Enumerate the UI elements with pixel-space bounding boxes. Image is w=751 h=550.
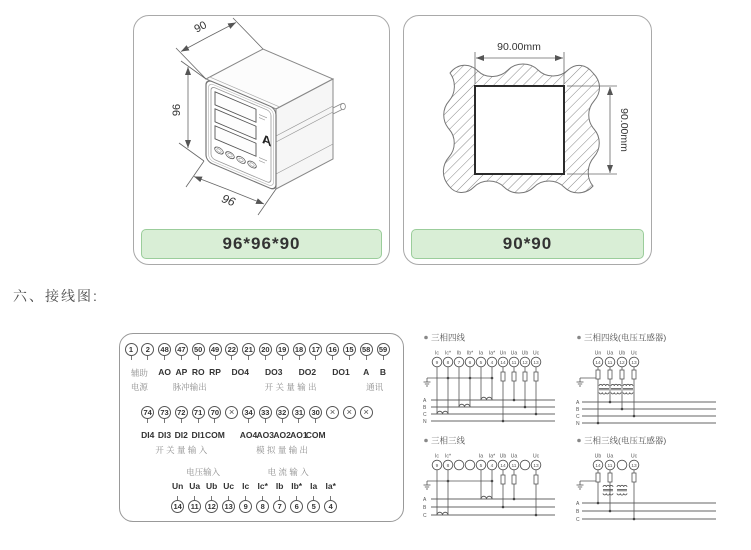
terminal-ref-label: Un xyxy=(594,350,602,357)
terminal-circle: 70 xyxy=(208,406,221,419)
terminal-leader-line xyxy=(332,356,333,360)
dim-height-label: 96 xyxy=(171,103,183,117)
fuse-icon xyxy=(534,475,538,484)
fuse-icon xyxy=(512,475,516,484)
fuse-icon xyxy=(534,372,538,381)
diagram-title: 三相四线 xyxy=(431,332,466,343)
terminal-unused-crossed: × xyxy=(225,406,238,419)
terminal-ref-label: Ua xyxy=(510,453,518,460)
ground-icon xyxy=(424,378,431,386)
terminal-ref-label: Uc xyxy=(532,453,540,460)
terminal-leader-line xyxy=(315,356,316,360)
terminal-leader-line xyxy=(215,356,216,360)
fuse-icon xyxy=(608,370,612,379)
terminal-label: AO xyxy=(158,367,171,377)
terminal-label: Ub xyxy=(206,481,218,491)
terminal-group-label: 通讯 xyxy=(366,382,384,392)
fuse-icon xyxy=(632,370,636,379)
junction-dot xyxy=(513,498,516,501)
diagram-title: 三相三线(电压互感器) xyxy=(584,435,667,446)
dim-width-label: 96 xyxy=(219,191,238,210)
terminal-circle: 4 xyxy=(324,500,337,513)
terminal-label: Ic xyxy=(242,481,250,491)
ground-icon xyxy=(577,481,584,489)
terminal-ref-label: Uc xyxy=(630,350,638,357)
terminal-group-label: 开 关 量 输 入 xyxy=(155,445,208,455)
terminal-ref-label: Ia* xyxy=(488,453,496,460)
terminal-ref-label: Un xyxy=(499,350,507,357)
terminal-leader-line xyxy=(177,496,178,500)
terminal-leader-line xyxy=(214,419,215,423)
terminal-circle: 8 xyxy=(256,500,269,513)
terminal-ref-number: 14 xyxy=(500,360,506,366)
terminal-ref-number: 14 xyxy=(500,463,506,469)
terminal-ref-label: Ic* xyxy=(444,453,452,460)
terminal-circle: 19 xyxy=(276,343,289,356)
terminal-label: RO xyxy=(191,367,205,377)
terminal-ref-label: Ia* xyxy=(488,350,496,357)
terminal-circle: 71 xyxy=(192,406,205,419)
cutout-hole xyxy=(475,86,564,174)
terminal-ref-label: Ua xyxy=(606,350,614,357)
terminal-leader-line xyxy=(198,419,199,423)
mounting-screw xyxy=(333,103,345,114)
terminal-ref-label: Ic xyxy=(434,453,440,460)
fuse-icon xyxy=(632,473,636,482)
terminal-ref-number: 11 xyxy=(511,360,517,366)
terminal-circle: 49 xyxy=(209,343,222,356)
terminal-leader-line xyxy=(131,356,132,360)
terminal-circle: 5 xyxy=(307,500,320,513)
terminal-leader-line xyxy=(298,419,299,423)
diagram-terminal-circle xyxy=(617,460,627,470)
terminal-label: 辅助 xyxy=(130,368,148,378)
fuse-icon xyxy=(501,475,505,484)
terminal-group-label: 电压输入 xyxy=(186,467,221,477)
terminal-circle: 15 xyxy=(343,343,356,356)
bus-label: N xyxy=(423,419,427,425)
terminal-ref-number: 4 xyxy=(490,360,494,366)
wiring-diagram-3p4w-pt xyxy=(574,330,748,433)
terminal-leader-line xyxy=(211,496,212,500)
terminal-circle: 74 xyxy=(141,406,154,419)
dim-cutout-width-label: 90.00mm xyxy=(497,41,541,53)
bus-label: C xyxy=(576,414,580,420)
terminal-leader-line xyxy=(231,356,232,360)
bullet-icon xyxy=(424,439,428,443)
terminal-group-label: 电源 xyxy=(130,382,148,392)
size-caption-cutout: 90*90 xyxy=(411,229,644,259)
terminal-leader-line xyxy=(181,419,182,423)
terminal-circle: 21 xyxy=(242,343,255,356)
bullet-icon xyxy=(424,336,428,340)
terminal-label: Ic* xyxy=(257,481,268,491)
bus-label: B xyxy=(423,505,427,511)
voltage-transformer-icon xyxy=(603,485,613,495)
voltage-transformer-icon xyxy=(623,384,633,394)
terminal-label: Ib* xyxy=(291,481,303,491)
terminal-ref-number: 9 xyxy=(435,463,439,469)
terminal-ref-number: 13 xyxy=(533,463,539,469)
diagram-terminal-circle xyxy=(465,460,475,470)
wiring-diagram-3p3w xyxy=(421,433,581,536)
terminal-circle: 48 xyxy=(158,343,171,356)
terminal-leader-line xyxy=(383,356,384,360)
terminal-ref-number: 11 xyxy=(607,360,613,366)
terminal-leader-line xyxy=(279,496,280,500)
terminal-leader-line xyxy=(181,356,182,360)
terminal-circle: 16 xyxy=(326,343,339,356)
terminal-leader-line xyxy=(248,419,249,423)
diagram-terminal-circle xyxy=(520,460,530,470)
terminal-ref-label: Ib* xyxy=(466,350,474,357)
bullet-icon xyxy=(577,336,581,340)
terminal-circle: 32 xyxy=(276,406,289,419)
ground-icon xyxy=(424,481,431,489)
bus-label: C xyxy=(423,513,427,519)
terminal-circle: 9 xyxy=(239,500,252,513)
terminal-label: COM xyxy=(204,430,225,440)
panel-cutout-drawing xyxy=(404,16,651,226)
terminal-circle: 1 xyxy=(125,343,138,356)
terminal-label: AO2 xyxy=(273,430,291,440)
terminal-circle: 50 xyxy=(192,343,205,356)
bus-label: B xyxy=(576,509,580,515)
terminal-label: DI1 xyxy=(191,430,205,440)
dim-height xyxy=(179,61,206,161)
fuse-icon xyxy=(620,370,624,379)
bullet-icon xyxy=(577,439,581,443)
terminal-unused-crossed: × xyxy=(360,406,373,419)
terminal-group-label: 脉冲输出 xyxy=(172,382,207,392)
bus-label: C xyxy=(576,517,580,523)
terminal-ref-number: 14 xyxy=(595,360,601,366)
terminal-ref-label: Ic* xyxy=(444,350,452,357)
bus-label: C xyxy=(423,412,427,418)
terminal-leader-line xyxy=(147,356,148,360)
dimension-panel-case xyxy=(133,15,390,265)
isometric-meter-drawing xyxy=(134,16,389,226)
terminal-label: AO3 xyxy=(256,430,275,440)
terminal-group-label: 模 拟 量 输 出 xyxy=(256,445,309,455)
terminal-leader-line xyxy=(265,419,266,423)
terminal-ref-label: Ib xyxy=(456,350,462,357)
fuse-icon xyxy=(596,370,600,379)
terminal-label: DO4 xyxy=(231,367,249,377)
size-caption-case: 96*96*90 xyxy=(141,229,382,259)
terminal-circle: 13 xyxy=(222,500,235,513)
junction-dot xyxy=(535,413,538,416)
terminal-label: B xyxy=(379,367,387,377)
terminal-leader-line xyxy=(366,356,367,360)
terminal-ref-label: Ub xyxy=(521,350,529,357)
terminal-label: COM xyxy=(305,430,326,440)
terminal-ref-label: Ia xyxy=(478,350,484,357)
dim-depth-label: 90 xyxy=(192,19,209,36)
voltage-transformer-icon xyxy=(617,485,627,495)
terminal-leader-line xyxy=(313,496,314,500)
terminal-label: DI2 xyxy=(174,430,188,440)
terminal-leader-line xyxy=(282,419,283,423)
fuse-icon xyxy=(523,372,527,381)
terminal-ref-number: 7 xyxy=(457,360,461,366)
bus-label: N xyxy=(576,421,580,427)
terminal-leader-line xyxy=(262,496,263,500)
section-title: 六、接线图: xyxy=(13,288,99,304)
terminal-ref-number: 8 xyxy=(446,360,450,366)
terminal-leader-line xyxy=(299,356,300,360)
diagram-title: 三相四线(电压互感器) xyxy=(584,332,667,343)
terminal-label: AO4 xyxy=(239,430,258,440)
terminal-circle: 14 xyxy=(171,500,184,513)
voltage-transformer-icon xyxy=(611,384,621,394)
junction-dot xyxy=(633,518,636,521)
terminal-circle: 30 xyxy=(309,406,322,419)
terminal-circle: 6 xyxy=(290,500,303,513)
terminal-ref-label: Uc xyxy=(630,453,638,460)
terminal-label: Ib xyxy=(275,481,284,491)
terminal-leader-line xyxy=(194,496,195,500)
terminal-leader-line xyxy=(315,419,316,423)
bus-label: B xyxy=(576,407,580,413)
terminal-circle: 22 xyxy=(225,343,238,356)
terminal-label: AP xyxy=(175,367,188,377)
terminal-circle: 20 xyxy=(259,343,272,356)
wiring-diagram-3p3w-pt xyxy=(574,433,748,536)
terminal-circle: 58 xyxy=(360,343,373,356)
terminal-leader-line xyxy=(282,356,283,360)
junction-dot xyxy=(513,399,516,402)
bus-label: A xyxy=(576,400,580,406)
terminal-label: DI4 xyxy=(141,430,155,440)
terminal-label: Ia xyxy=(310,481,318,491)
terminal-leader-line xyxy=(198,356,199,360)
unit-letter: A xyxy=(262,131,272,150)
bus-label: A xyxy=(423,497,427,503)
terminal-unused-crossed: × xyxy=(326,406,339,419)
terminal-label: AO1 xyxy=(290,430,308,440)
terminal-group-label: 电 流 输 入 xyxy=(267,467,309,477)
terminal-circle: 17 xyxy=(309,343,322,356)
terminal-ref-number: 12 xyxy=(619,360,625,366)
terminal-leader-line xyxy=(164,356,165,360)
terminal-ref-number: 13 xyxy=(631,360,637,366)
terminal-ref-label: Ua xyxy=(510,350,518,357)
terminal-group-label: 开 关 量 输 出 xyxy=(264,382,317,392)
dim-cutout-height-label: 90.00mm xyxy=(618,108,630,152)
terminal-ref-number: 13 xyxy=(533,360,539,366)
bus-label: A xyxy=(576,501,580,507)
junction-dot xyxy=(535,514,538,517)
terminal-circle: 34 xyxy=(242,406,255,419)
terminal-label: Ia* xyxy=(325,481,336,491)
terminal-ref-number: 5 xyxy=(479,463,483,469)
terminal-circle: 33 xyxy=(259,406,272,419)
terminal-circle: 73 xyxy=(158,406,171,419)
terminal-ref-label: Ua xyxy=(606,453,614,460)
terminal-leader-line xyxy=(330,496,331,500)
terminal-label: DI3 xyxy=(157,430,172,440)
junction-dot xyxy=(609,510,612,513)
junction-dot xyxy=(524,406,527,409)
terminal-circle: 12 xyxy=(205,500,218,513)
terminal-ref-number: 11 xyxy=(607,463,613,469)
terminal-ref-label: Ub xyxy=(594,453,602,460)
fuse-icon xyxy=(596,473,600,482)
terminal-ref-number: 11 xyxy=(511,463,517,469)
terminal-leader-line xyxy=(296,496,297,500)
terminal-ref-label: Ub xyxy=(499,453,507,460)
terminal-circle: 72 xyxy=(175,406,188,419)
terminal-label: DO3 xyxy=(265,367,283,377)
terminal-ref-number: 5 xyxy=(479,360,483,366)
junction-dot xyxy=(502,506,505,509)
terminal-circle: 47 xyxy=(175,343,188,356)
junction-dot xyxy=(597,502,600,505)
terminal-ref-label: Uc xyxy=(532,350,540,357)
terminal-label: DO2 xyxy=(298,367,317,377)
voltage-transformer-icon xyxy=(599,384,609,394)
terminal-label: Un xyxy=(172,481,184,491)
wiring-diagram-3p4w xyxy=(421,330,581,433)
terminal-unused-crossed: × xyxy=(343,406,356,419)
ground-icon xyxy=(577,378,584,386)
diagram-title: 三相三线 xyxy=(431,435,466,446)
terminal-ref-label: Ub xyxy=(618,350,626,357)
terminal-label: Uc xyxy=(223,481,235,491)
terminal-strip-diagram xyxy=(119,333,404,522)
terminal-circle: 7 xyxy=(273,500,286,513)
junction-dot xyxy=(633,415,636,418)
bus-label: A xyxy=(423,398,427,404)
terminal-label: RP xyxy=(209,367,221,377)
terminal-ref-number: 9 xyxy=(435,360,439,366)
terminal-label: A xyxy=(363,367,370,377)
terminal-leader-line xyxy=(245,496,246,500)
junction-dot xyxy=(597,422,600,425)
diagram-terminal-circle xyxy=(454,460,464,470)
terminal-circle: 11 xyxy=(188,500,201,513)
terminal-ref-number: 14 xyxy=(595,463,601,469)
fuse-icon xyxy=(608,473,612,482)
junction-dot xyxy=(609,401,612,404)
terminal-circle: 2 xyxy=(141,343,154,356)
fuse-icon xyxy=(512,372,516,381)
junction-dot xyxy=(621,408,624,411)
fuse-icon xyxy=(501,372,505,381)
terminal-circle: 18 xyxy=(293,343,306,356)
terminal-circle: 31 xyxy=(292,406,305,419)
terminal-ref-label: Ic xyxy=(434,350,440,357)
terminal-label: DO1 xyxy=(332,367,350,377)
junction-dot xyxy=(502,420,505,423)
terminal-ref-number: 4 xyxy=(490,463,494,469)
dimension-panel-cutout xyxy=(403,15,652,265)
terminal-circle: 59 xyxy=(377,343,390,356)
terminal-ref-label: Ia xyxy=(478,453,484,460)
terminal-ref-number: 8 xyxy=(446,463,450,469)
terminal-leader-line xyxy=(265,356,266,360)
terminal-ref-number: 13 xyxy=(631,463,637,469)
terminal-leader-line xyxy=(248,356,249,360)
terminal-leader-line xyxy=(228,496,229,500)
terminal-label: Ua xyxy=(189,481,201,491)
bus-label: B xyxy=(423,405,427,411)
terminal-leader-line xyxy=(147,419,148,423)
terminal-leader-line xyxy=(164,419,165,423)
terminal-leader-line xyxy=(349,356,350,360)
terminal-ref-number: 12 xyxy=(522,360,528,366)
terminal-ref-number: 6 xyxy=(468,360,472,366)
